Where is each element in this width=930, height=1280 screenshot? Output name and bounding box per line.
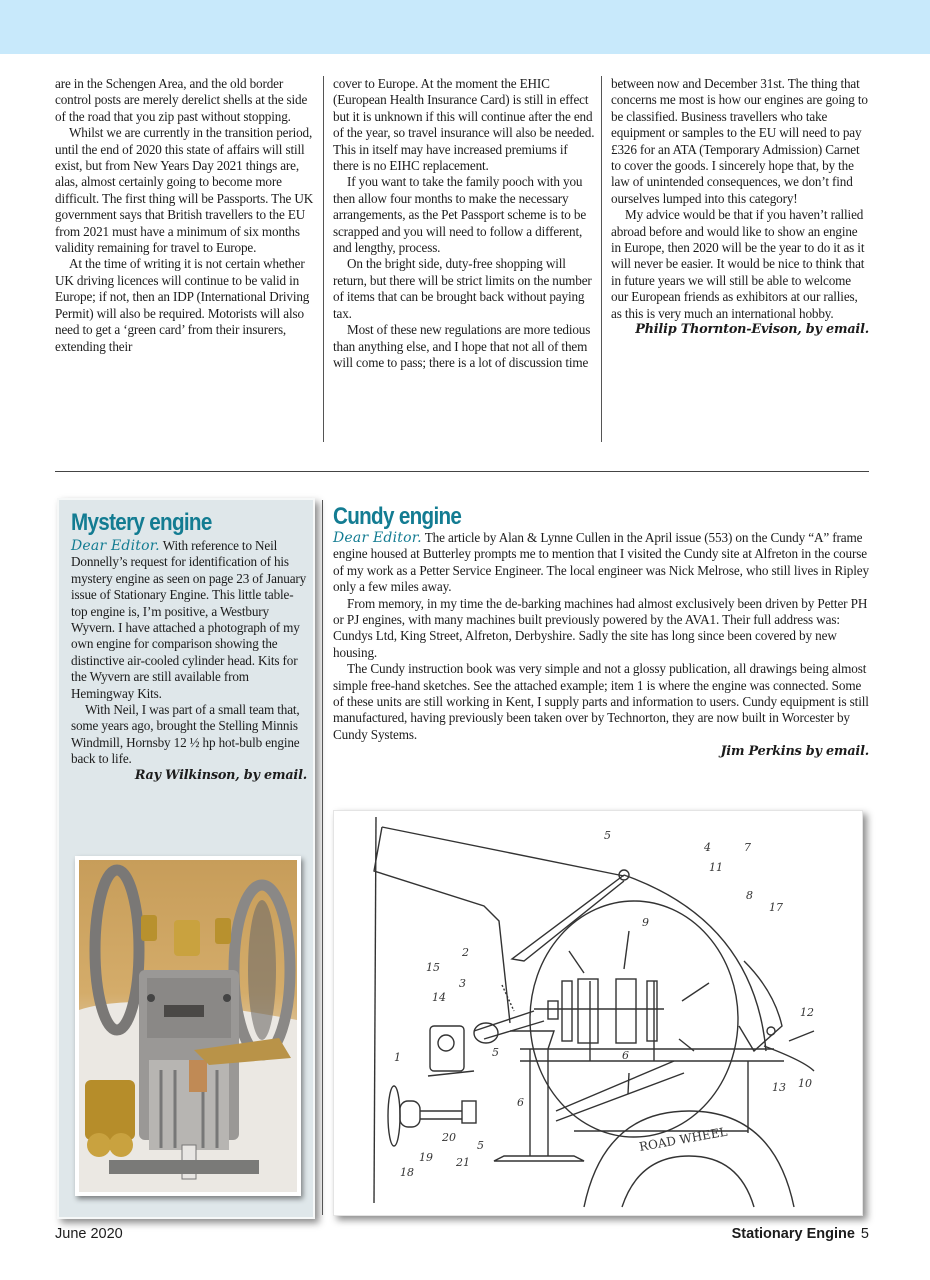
paragraph: cover to Europe. At the moment the EHIC (European Health Insurance Card) is still in effect but it is unknown if this will continue after the end of the year, so travel insurance will also be needed. This in itself may have increased premiums if there is no EIHC replacement. [333, 76, 595, 174]
paragraph: On the bright side, duty-free shopping will return, but there will be strict limits on the number of items that can be brought back without paying tax. [333, 256, 592, 321]
article-column-2 [333, 76, 596, 371]
article-column-1 [55, 76, 321, 355]
header-band [0, 0, 930, 54]
engine-photo [79, 860, 297, 1192]
paragraph: Most of these new regulations are more tedious than anything else, and I hope that not all of them will come to pass; there is a lot of discussion time [333, 322, 591, 370]
svg-text:14: 14 [432, 991, 446, 1004]
svg-text:8: 8 [746, 889, 753, 902]
column-divider [322, 500, 323, 1215]
svg-text:21: 21 [456, 1156, 470, 1169]
article-column-3 [611, 76, 869, 339]
svg-text:17: 17 [769, 901, 783, 914]
salutation: Dear Editor. [333, 530, 422, 546]
salutation: Dear Editor. [71, 538, 160, 554]
mystery-engine-letter [71, 538, 307, 784]
svg-text:2: 2 [462, 946, 469, 959]
paragraph: At the time of writing it is not certain whether UK driving licences will continue to be valid in Europe; if not, then an IDP (International Driving Permit) will also be required. Motorists will also need to get a ‘green card’ from their insurers, extending their [55, 256, 310, 354]
svg-text:18: 18 [400, 1166, 414, 1179]
cundy-engine-title: Cundy engine [333, 503, 462, 530]
svg-text:7: 7 [744, 841, 751, 854]
paragraph: between now and December 31st. The thing that concerns me most is how our engines are going to be classified. Business travellers who take equipment or samples to the EU will need to pay £326 for an ATA (Temporary Admission) Carnet to cover the goods. I sincerely hope that, by the law of unintended consequences, we don’t find ourselves lumped into this category! [611, 76, 868, 206]
svg-text:19: 19 [419, 1151, 433, 1164]
svg-text:6: 6 [622, 1049, 629, 1062]
engine-photo-frame [75, 856, 301, 1196]
svg-text:5: 5 [477, 1139, 484, 1152]
paragraph: With Neil, I was part of a small team that, some years ago, brought the Stelling Minnis Windmill, Hornsby 12 ½ hp hot-bulb engine back to life. [71, 702, 300, 767]
paragraph: If you want to take the family pooch with you then allow four months to make the necessary arrangements, as the Pet Passport scheme is to be scrapped and you will need to follow a different, and lengthy, process. [333, 174, 587, 256]
paragraph: Whilst we are currently in the transition period, until the end of 2020 this state of affairs will still exist, but from New Years Day 2021 things are, alas, almost certainly going to become more difficult. The first thing will be Passports. The UK government says that British travellers to the EU from 2021 must have a minimum of six months validity remaining for travel to Europe. [55, 125, 314, 256]
svg-text:10: 10 [798, 1077, 812, 1090]
engine-photo-illustration [79, 860, 297, 1192]
sketch-drawing [334, 811, 862, 1215]
svg-text:4: 4 [704, 841, 711, 854]
letter-signature: Philip Thornton-Evison, by email. [635, 322, 869, 338]
footer-date: June 2020 [55, 1226, 123, 1242]
paragraph: From memory, in my time the de-barking machines had almost exclusively been driven by Petter PH or PJ engines, with many machines built previously powered by the AVA1. Their full address was: Cundys Ltd, King Street, Alfreton, Derbyshire. Sadly the site has long since been covered by new housing. [333, 595, 868, 660]
section-divider [55, 471, 869, 472]
svg-text:1: 1 [394, 1051, 401, 1064]
svg-text:11: 11 [709, 861, 723, 874]
mystery-engine-panel [57, 498, 315, 1219]
page-number: 5 [860, 1226, 869, 1242]
cundy-engine-letter [333, 530, 869, 761]
paragraph: With reference to Neil Donnelly’s request for identification of his mystery engine as seen on page 23 of January issue of Stationary Engine. This little table-top engine is, I’m positive, a Westbury Wyvern. I have attached a photograph of my own engine for comparison showing the distinctive air-cooled cylinder head. Kits for the Wyvern are still available from Hemingway Kits. [71, 538, 307, 701]
svg-text:15: 15 [426, 961, 440, 974]
svg-text:20: 20 [442, 1131, 456, 1144]
debarking-machine-sketch [333, 810, 863, 1216]
svg-text:12: 12 [800, 1006, 814, 1019]
mystery-engine-title: Mystery engine [71, 509, 212, 536]
column-divider [323, 76, 324, 442]
svg-text:5: 5 [604, 829, 611, 842]
paragraph: The article by Alan & Lynne Cullen in the April issue (553) on the Cundy “A” frame engine housed at Butterley prompts me to mention that I visited the Cundy site at Alfreton in the course of my work as a Petter Service Engineer. The local engineer was Nick Melrose, who still lives in Ripley only a few miles away. [333, 530, 870, 595]
publication-name: Stationary Engine [731, 1226, 855, 1242]
svg-text:13: 13 [772, 1081, 786, 1094]
svg-text:9: 9 [642, 916, 649, 929]
paragraph: are in the Schengen Area, and the old border control posts are merely derelict shells at the side of the road that you zip past without stopping. [55, 76, 308, 124]
letter-signature: Jim Perkins by email. [720, 744, 869, 760]
svg-text:5: 5 [492, 1046, 499, 1059]
paragraph: My advice would be that if you haven’t rallied abroad before and would like to show an engine in Europe, then 2020 will be the year to do it as it will never be easier. It would be nice to think that in future years we will still be able to welcome our European friends as exhibitors at our rallies, as this is very much an international hobby. [611, 207, 865, 321]
column-divider [601, 76, 602, 442]
road-wheel-label: ROAD WHEEL [638, 1124, 729, 1154]
paragraph: The Cundy instruction book was very simple and not a glossy publication, all drawings being almost simple free-hand sketches. See the attached example; item 1 is where the engine was connected. Some of these units are still working in Kent, I supply parts and information to users. Cundy equipment is still manufactured, having previously been taken over by Technorton, they are now built in Worcester by Cundy Systems. [333, 661, 869, 742]
svg-text:6: 6 [517, 1096, 524, 1109]
svg-text:3: 3 [459, 977, 466, 990]
letter-signature: Ray Wilkinson, by email. [134, 767, 307, 783]
footer-publication [732, 1226, 869, 1242]
